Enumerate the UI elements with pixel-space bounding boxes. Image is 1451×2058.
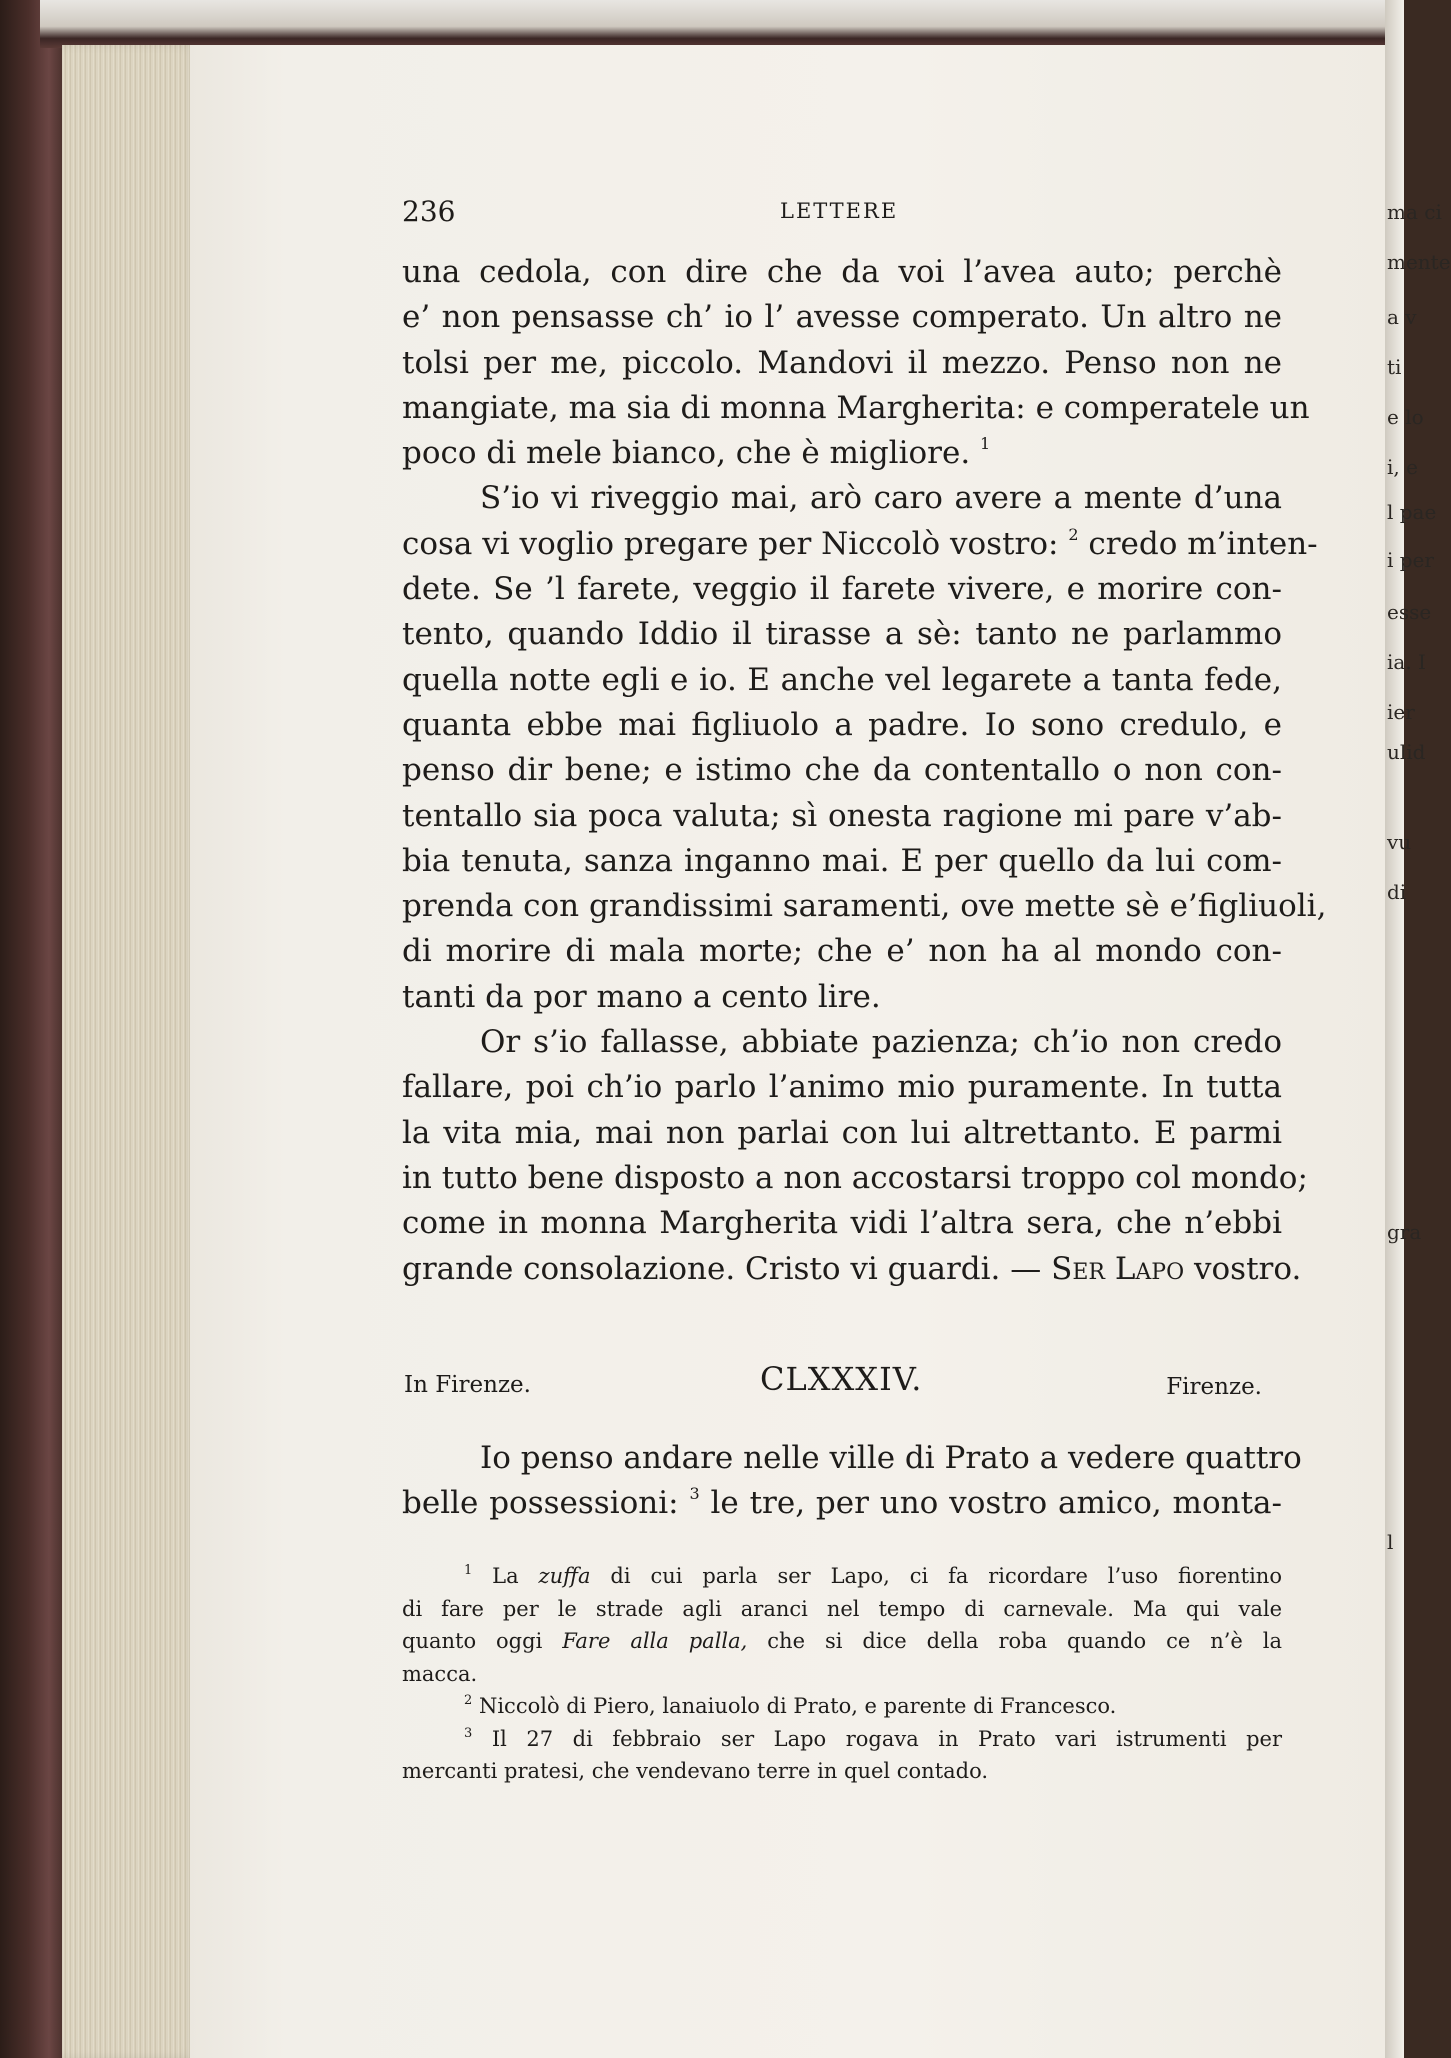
text-line: Or s’io fallasse, abbiate pazienza; ch’io non credo <box>480 1024 1282 1061</box>
facing-fragment: i, e <box>1387 455 1418 479</box>
note-line: mercanti pratesi, che vendevano terre in quel contado. <box>402 1759 989 1783</box>
signature: Ser Lapo <box>1051 1250 1185 1287</box>
note-line: di fare per le strade agli aranci nel tempo di carnevale. Ma qui vale <box>402 1596 1282 1621</box>
text-line: dete. Se ’l farete, veggio il farete vivere, e morire con- <box>402 571 1282 608</box>
text-line: tolsi per me, piccolo. Mandovi il mezzo. Penso non ne <box>402 344 1282 381</box>
text-line: fallare, poi ch’io parlo l’animo mio puramente. In tutta <box>402 1069 1282 1106</box>
line-text: belle possessioni: <box>402 1485 679 1522</box>
facing-fragment: e lo <box>1387 405 1424 429</box>
text-line: S’io vi riveggio mai, arò caro avere a mente d’una <box>480 480 1282 517</box>
book-cover-left <box>0 0 70 2058</box>
footnote-mark: 3 <box>464 1725 473 1741</box>
line-text: grande consolazione. Cristo vi guardi. — <box>402 1250 1042 1287</box>
text-line closing-line <box>402 1247 1302 1292</box>
text-line: in tutto bene disposto a non accostarsi troppo col mondo; <box>402 1159 1308 1196</box>
text-line: prenda con grandissimi saramenti, ove mette sè e’figliuoli, <box>402 888 1327 925</box>
text-line: penso dir bene; e istimo che da contentallo o non con- <box>402 752 1282 789</box>
text-line: di morire di mala morte; che e’ non ha al mondo con- <box>402 933 1282 970</box>
facing-fragment: l <box>1387 1530 1394 1554</box>
letter-body-2 <box>402 1436 1302 1527</box>
footnote-mark: 2 <box>464 1693 473 1708</box>
text-line: quella notte egli e io. E anche vel legarete a tanta fede, <box>402 661 1282 698</box>
facing-fragment: vu <box>1387 830 1412 854</box>
page-edges <box>62 45 197 2058</box>
text-line <box>402 431 1282 476</box>
letter-heading <box>402 1360 1282 1404</box>
note-line <box>402 1625 1282 1658</box>
text-line: tento, quando Iddio il tirasse a sè: tanto ne parlammo <box>402 616 1282 653</box>
letter-origin: In Firenze. <box>404 1372 531 1398</box>
note-text: quanto oggi <box>402 1629 543 1653</box>
facing-fragment: ia. I <box>1387 650 1426 674</box>
letter-number: CLXXXIV. <box>760 1360 923 1398</box>
letter-destination: Firenze. <box>1166 1374 1262 1400</box>
text-line: quanta ebbe mai figliuolo a padre. Io sono credulo, e <box>402 706 1282 743</box>
text-line: e’ non pensasse ch’ io l’ avesse comperato. Un altro ne <box>402 299 1282 336</box>
facing-fragment: ti <box>1387 355 1402 379</box>
footnote-ref: 3 <box>689 1484 700 1504</box>
footnote-1 <box>402 1560 1282 1593</box>
text-line: come in monna Margherita vidi l’altra sera, che n’ebbi <box>402 1205 1282 1242</box>
note-text: che si dice della roba quando ce n’è la <box>767 1629 1283 1653</box>
facing-fragment: a v <box>1387 305 1417 329</box>
text-line: la vita mia, mai non parlai con lui altrettanto. E parmi <box>402 1114 1282 1151</box>
letter-body <box>402 250 1327 1292</box>
line-text: le tre, per uno vostro amico, monta- <box>710 1485 1282 1522</box>
text-line <box>402 1481 1282 1526</box>
facing-fragment: mente <box>1387 250 1451 274</box>
footnote-mark: 1 <box>464 1563 473 1578</box>
text-line: una cedola, con dire che da voi l’avea auto; perchè <box>402 254 1282 290</box>
footnote-ref: 2 <box>1068 524 1079 544</box>
page-header <box>402 195 1282 231</box>
book-cover-top <box>40 0 1404 48</box>
line-text: cosa vi voglio pregare per Niccolò vostro: <box>402 525 1059 562</box>
footnote-ref: 1 <box>980 434 991 454</box>
facing-fragment: i per <box>1387 548 1434 572</box>
facing-fragment: esse <box>1387 600 1432 624</box>
note-emphasis: Fare alla palla, <box>562 1629 748 1653</box>
facing-page-edge <box>1385 0 1451 2058</box>
facing-fragment: ier <box>1387 700 1415 724</box>
facing-fragment: di <box>1387 880 1407 904</box>
facing-fragment: ma ci <box>1387 200 1442 224</box>
note-text: di cui parla ser Lapo, ci fa ricordare l’uso fiorentino <box>610 1564 1282 1588</box>
facing-fragment: l pae <box>1387 500 1437 524</box>
text-line <box>402 522 1318 567</box>
running-head: LETTERE <box>780 199 899 223</box>
footnotes <box>402 1560 1282 1788</box>
facing-fragment: ulid <box>1387 740 1426 764</box>
note-line: macca. <box>402 1661 478 1686</box>
text-line: tentallo sia poca valuta; sì onesta ragione mi pare v’ab- <box>402 797 1282 834</box>
facing-fragment: gra <box>1387 1220 1422 1244</box>
note-text: Niccolò di Piero, lanaiuolo di Prato, e parente di Francesco. <box>478 1694 1117 1718</box>
note-text: Il 27 di febbraio ser Lapo rogava in Prato vari istrumenti per <box>491 1726 1282 1751</box>
footnote-2 <box>402 1690 1282 1723</box>
text-line: mangiate, ma sia di monna Margherita: e comperatele un <box>402 389 1310 426</box>
line-text: poco di mele bianco, che è migliore. <box>402 435 971 472</box>
line-text: credo m’inten- <box>1088 525 1318 562</box>
note-text: La <box>492 1564 519 1588</box>
page-number: 236 <box>402 195 456 228</box>
text-line: tanti da por mano a cento lire. <box>402 978 881 1015</box>
footnote-3 <box>402 1723 1282 1756</box>
line-text: vostro. <box>1194 1250 1302 1287</box>
text-line: Io penso andare nelle ville di Prato a vedere quattro <box>480 1440 1302 1476</box>
text-line: bia tenuta, sanza inganno mai. E per quello da lui com- <box>402 842 1282 879</box>
note-emphasis: zuffa <box>538 1564 591 1588</box>
